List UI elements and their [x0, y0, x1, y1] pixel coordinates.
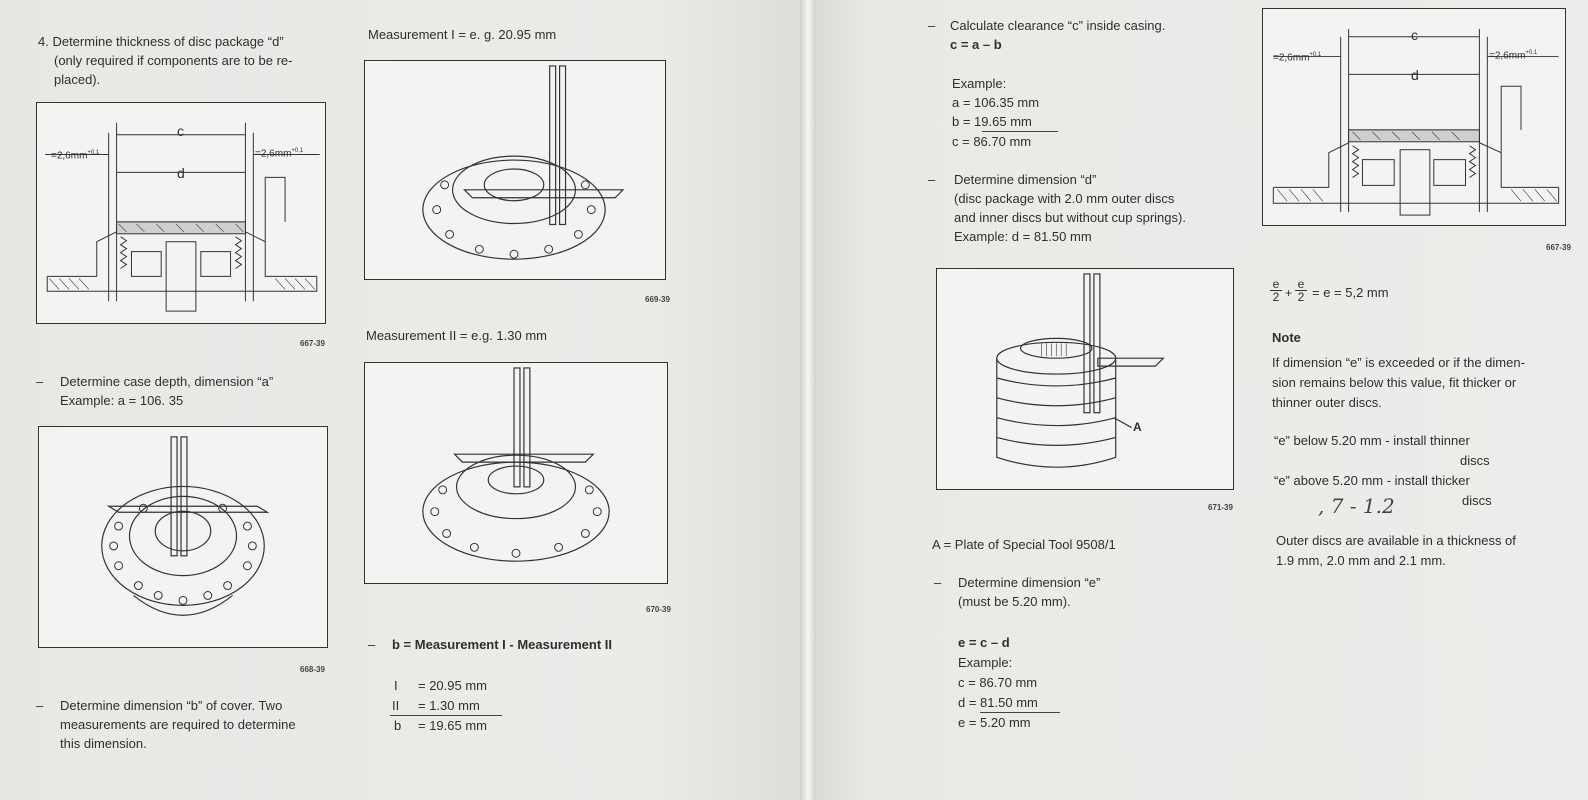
dim-e-line2: (must be 5.20 mm). [958, 594, 1071, 609]
b-formula-dash: – [368, 637, 376, 652]
note-line2: sion remains below this value, fit thicker or [1272, 375, 1517, 390]
e-sum-result: = e = 5,2 mm [1312, 285, 1389, 300]
disc-package-cross-section-diagram [36, 102, 326, 324]
e-above-rule-tail: discs [1462, 493, 1492, 508]
fig-671-code: 671-39 [1208, 503, 1233, 512]
e-below-rule: “e” below 5.20 mm - install thinner [1274, 433, 1470, 448]
fig-667b-dim-left: $=2,6mm^{+0,1}$ [1273, 52, 1322, 64]
fig-667b-dim-right: $=2,6mm^{+0,1}$ [1489, 50, 1538, 62]
fig3-code-669: 669-39 [645, 295, 670, 304]
b-calc-val-1: = 20.95 mm [418, 678, 488, 693]
fig-667b-label-c: c [1411, 27, 1418, 43]
dim-d-line2: (disc package with 2.0 mm outer discs [954, 191, 1175, 206]
case-depth-drawing [39, 427, 327, 647]
e-sum-plus: + [1285, 286, 1293, 300]
example1-a: a = 106.35 mm [952, 95, 1040, 110]
b-calc-val-3: = 19.65 mm [418, 718, 488, 733]
step4-line1: 4. Determine thickness of disc package “d” [38, 34, 284, 49]
fig-671-label-a: A [1133, 420, 1142, 434]
b-calc-sym-2: II [392, 698, 400, 713]
fig4-code-670: 670-39 [646, 605, 671, 614]
fig1-label-c: c [177, 123, 184, 139]
cover-measurement-2-drawing [365, 363, 667, 583]
fig1-dim-left: $=2,6mm^{+0,1}$ [51, 150, 100, 162]
case-depth-dash: – [36, 374, 44, 389]
dim-d-line1: Determine dimension “d” [954, 172, 1097, 187]
fig1-label-d: d [177, 165, 185, 181]
clearance-line1: Calculate clearance “c” inside casing. [950, 18, 1166, 33]
cover-measurement-1-diagram [364, 60, 666, 280]
handwritten-note: , 7 - 1.2 [1318, 494, 1395, 518]
case-depth-line2: Example: a = 106. 35 [60, 393, 184, 408]
measurement-1-label: Measurement I = e. g. 20.95 mm [368, 27, 557, 42]
b-calc-sym-3: b [394, 718, 402, 733]
dim-e-dash: – [934, 575, 942, 590]
cover-measurement-2-diagram [364, 362, 668, 584]
example2-e: e = 5.20 mm [958, 715, 1031, 730]
fig1-code: 667-39 [300, 339, 325, 348]
example1-title: Example: [952, 76, 1007, 91]
case-depth-measurement-diagram [38, 426, 328, 648]
disc-package-cross-section-diagram-2 [1262, 8, 1566, 226]
e-below-rule-tail: discs [1460, 453, 1490, 468]
disc-package-measurement-diagram [936, 268, 1234, 490]
case-depth-line1: Determine case depth, dimension “a” [60, 374, 274, 389]
example1-b: b = 19.65 mm [952, 114, 1032, 129]
clearance-formula: c = a – b [950, 37, 1002, 52]
clearance-dash: – [928, 18, 936, 33]
b-formula: b = Measurement I - Measurement II [392, 637, 612, 652]
e-sum-frac-1: $\frac{e}{2}$ [1270, 278, 1282, 303]
fig2-code: 668-39 [300, 665, 325, 674]
dim-e-line1: Determine dimension “e” [958, 575, 1101, 590]
disc-package-drawing [937, 269, 1233, 489]
note-title: Note [1272, 330, 1301, 345]
step4-line2: (only required if components are to be re- [54, 53, 293, 68]
b-calc-sym-1: I [394, 678, 398, 693]
dim-b-dash: – [36, 698, 44, 713]
example2-formula: e = c – d [958, 635, 1010, 650]
outer-discs-line1: Outer discs are available in a thickness of [1276, 533, 1516, 548]
book-gutter [800, 0, 816, 800]
dim-d-line4: Example: d = 81.50 mm [954, 229, 1092, 244]
special-tool-plate-caption: A = Plate of Special Tool 9508/1 [932, 537, 1116, 552]
step4-line3: placed). [54, 72, 101, 87]
outer-discs-line2: 1.9 mm, 2.0 mm and 2.1 mm. [1276, 553, 1446, 568]
example1-c: c = 86.70 mm [952, 134, 1032, 149]
dim-b-line3: this dimension. [60, 736, 147, 751]
fig-667b-label-d: d [1411, 67, 1419, 83]
dim-d-dash: – [928, 172, 936, 187]
cover-measurement-1-drawing [365, 61, 665, 279]
example2-c: c = 86.70 mm [958, 675, 1038, 690]
measurement-2-label: Measurement II = e.g. 1.30 mm [366, 328, 547, 343]
note-line1: If dimension “e” is exceeded or if the dimen- [1272, 355, 1525, 370]
dim-b-line2: measurements are required to determine [60, 717, 296, 732]
fig-667b-code: 667-39 [1546, 243, 1571, 252]
example2-d: d = 81.50 mm [958, 695, 1038, 710]
e-sum-frac-2: $\frac{e}{2}$ [1295, 278, 1307, 303]
dim-b-line1: Determine dimension “b” of cover. Two [60, 698, 283, 713]
note-line3: thinner outer discs. [1272, 395, 1382, 410]
e-above-rule: “e” above 5.20 mm - install thicker [1274, 473, 1470, 488]
example2-title: Example: [958, 655, 1013, 670]
fig1-dim-right: $=2,6mm^{+0,1}$ [255, 148, 304, 160]
dim-d-line3: and inner discs but without cup springs). [954, 210, 1186, 225]
b-calc-val-2: = 1.30 mm [418, 698, 480, 713]
